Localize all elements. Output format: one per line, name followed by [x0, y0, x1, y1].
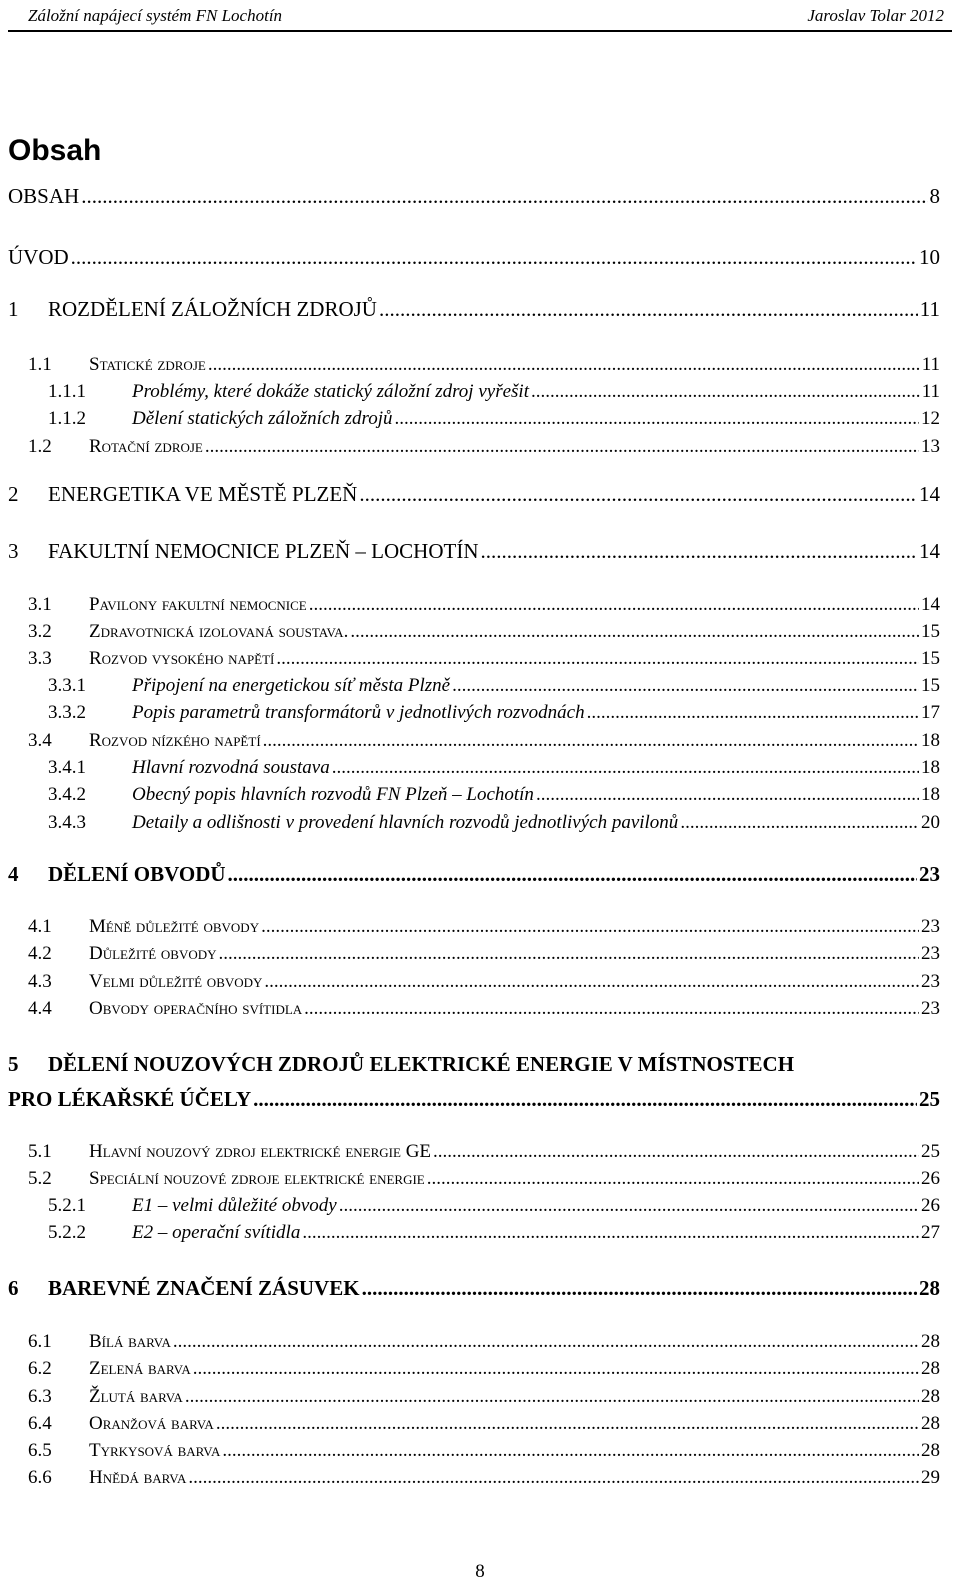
toc-entry-number: 5 [8, 1052, 19, 1076]
toc-entry-page: 23 [921, 998, 940, 1019]
toc-entry-label [48, 1222, 300, 1244]
toc-entry-label [48, 1195, 337, 1217]
toc-entry-number: 6.1 [28, 1331, 52, 1352]
toc-entry-text: Připojení na energetickou síť města Plzně [132, 675, 451, 696]
toc-entry[interactable] [48, 784, 940, 806]
dot-leader [587, 702, 919, 724]
toc-entry-text: Dělení statických záložních zdrojů [132, 408, 393, 429]
toc-entry-text: OBSAH [8, 184, 80, 208]
dot-leader [253, 1087, 917, 1112]
dot-leader [536, 784, 919, 806]
toc-entry[interactable] [48, 1195, 940, 1217]
dot-leader [173, 1331, 919, 1353]
toc-entry-text: BAREVNÉ ZNAČENÍ ZÁSUVEK [48, 1276, 360, 1300]
toc-entry[interactable] [28, 1141, 940, 1163]
toc-entry-number: 5.2.2 [48, 1222, 86, 1243]
toc-entry[interactable] [28, 1358, 940, 1380]
toc-entry-label [8, 862, 226, 887]
toc-entry-label [28, 436, 203, 458]
toc-entry-number: 6.4 [28, 1413, 52, 1434]
dot-leader [452, 675, 919, 697]
toc-entry[interactable] [8, 482, 940, 507]
toc-entry[interactable] [28, 1386, 940, 1408]
toc-entry-label [48, 675, 450, 697]
toc-entry-number: 4 [8, 862, 19, 886]
toc-entry-text: Obvody operačního svítidla [89, 998, 303, 1019]
toc-entry-label [48, 408, 393, 430]
dot-leader [362, 1276, 917, 1301]
dot-leader [350, 621, 919, 643]
dot-leader [208, 354, 920, 376]
toc-entry-label [28, 1386, 183, 1408]
toc-entry-number: 3.4.1 [48, 757, 86, 778]
toc-entry-number: 3.4.2 [48, 784, 86, 805]
toc-entry-number: 3.4.3 [48, 812, 86, 833]
toc-entry[interactable] [28, 1331, 940, 1353]
toc-entry-text: FAKULTNÍ NEMOCNICE PLZEŇ – LOCHOTÍN [48, 539, 479, 563]
toc-entry-label [28, 1467, 186, 1489]
toc-entry-page: 23 [919, 862, 940, 886]
toc-entry-label [28, 1413, 214, 1435]
toc-entry-label [28, 916, 259, 938]
toc-entry-label [28, 594, 307, 616]
toc-entry-number: 4.3 [28, 971, 52, 992]
toc-entry-label [8, 297, 377, 322]
toc-entry[interactable] [48, 1222, 940, 1244]
toc-entry-number: 5.1 [28, 1141, 52, 1162]
dot-leader [304, 998, 919, 1020]
toc-entry-number: 2 [8, 482, 19, 506]
dot-leader [219, 943, 919, 965]
toc-entry-page: 28 [921, 1331, 940, 1352]
header-title: Záložní napájecí systém FN Lochotín [28, 6, 283, 25]
dot-leader [261, 916, 919, 938]
dot-leader [339, 1195, 919, 1217]
dot-leader [379, 297, 918, 322]
toc-entry-number: 6 [8, 1276, 19, 1300]
toc-entry[interactable] [48, 675, 940, 697]
toc-entry[interactable] [28, 594, 940, 616]
dot-leader [222, 1440, 919, 1462]
toc-entry-number: 6.5 [28, 1440, 52, 1461]
toc-entry-number: 3 [8, 539, 19, 563]
toc-entry-number: 3.3.2 [48, 702, 86, 723]
toc-entry[interactable] [28, 1413, 940, 1435]
toc-entry-page: 11 [921, 381, 940, 402]
toc-entry-page: 29 [921, 1467, 940, 1488]
toc-entry[interactable] [28, 436, 940, 458]
toc-entry-page: 15 [921, 621, 940, 642]
toc-entry-page: 20 [921, 812, 940, 833]
toc-entry-number: 1.1.2 [48, 408, 86, 429]
page-number: 8 [475, 1561, 485, 1582]
toc-entry-text: Rozvod nízkého napětí [89, 730, 261, 751]
toc-entry-number: 6.6 [28, 1467, 52, 1488]
toc-entry-number: 5.2 [28, 1168, 52, 1189]
toc-entry[interactable] [28, 971, 940, 993]
toc-entry-text: Zdravotnická izolovaná soustava. [89, 621, 349, 642]
toc-entry-label [48, 702, 585, 724]
toc-entry-label [48, 784, 534, 806]
toc-entry-number: 6.2 [28, 1358, 52, 1379]
toc-entry-number: 3.1 [28, 594, 52, 615]
toc-entry[interactable] [8, 245, 940, 270]
toc-entry-label [28, 1168, 425, 1190]
toc-entry[interactable] [8, 184, 940, 209]
toc-entry-page: 28 [921, 1358, 940, 1379]
dot-leader [480, 539, 917, 564]
toc-entry-number: 1 [8, 297, 19, 321]
dot-leader [185, 1386, 919, 1408]
toc-entry[interactable] [8, 1052, 940, 1077]
toc-entry-number: 4.4 [28, 998, 52, 1019]
toc-entry[interactable] [48, 757, 940, 779]
toc-entry[interactable] [28, 1467, 940, 1489]
toc-entry[interactable] [28, 730, 940, 752]
toc-entry-text: Bílá barva [89, 1331, 171, 1352]
toc-entry-page: 10 [919, 245, 940, 269]
toc-entry-text: Speciální nouzové zdroje elektrické energie [89, 1168, 425, 1189]
toc-entry-text: ROZDĚLENÍ ZÁLOŽNÍCH ZDROJŮ [48, 297, 377, 321]
toc-entry-page: 28 [921, 1440, 940, 1461]
toc-entry-page: 26 [921, 1195, 940, 1216]
toc-entry-text: Problémy, které dokáže statický záložní zdroj vyřešit [132, 381, 529, 402]
toc-entry[interactable] [48, 702, 940, 724]
toc-entry[interactable] [28, 1440, 940, 1462]
toc-entry-page: 13 [921, 436, 940, 457]
dot-leader [263, 730, 919, 752]
toc-entry-label [8, 539, 478, 564]
toc-entry-text: PRO LÉKAŘSKÉ ÚČELY [8, 1087, 252, 1111]
toc-entry[interactable] [48, 381, 940, 403]
toc-entry[interactable] [28, 354, 940, 376]
toc-entry-text: DĚLENÍ NOUZOVÝCH ZDROJŮ ELEKTRICKÉ ENERGIE V MÍSTNOSTECH [48, 1052, 795, 1076]
toc-entry-number: 6.3 [28, 1386, 52, 1407]
toc-entry-label [28, 1358, 191, 1380]
toc-entry-text: Rotační zdroje [89, 436, 203, 457]
toc-entry-text: Hnědá barva [89, 1467, 187, 1488]
toc-entry-page: 28 [921, 1413, 940, 1434]
header-author: Jaroslav Tolar 2012 [807, 6, 944, 25]
dot-leader [81, 184, 927, 209]
toc-entry-page: 15 [921, 675, 940, 696]
dot-leader [276, 648, 919, 670]
toc-entry[interactable] [8, 297, 940, 322]
toc-entry[interactable] [28, 621, 940, 643]
toc-entry-label [28, 730, 261, 752]
toc-entry-label [28, 1331, 171, 1353]
toc-entry-text: Velmi důležité obvody [89, 971, 263, 992]
toc-entry-text: Pavilony fakultní nemocnice [89, 594, 307, 615]
toc-entry-text: Méně důležité obvody [89, 916, 260, 937]
toc-entry-page: 11 [921, 354, 940, 375]
toc-entry-label [28, 1440, 220, 1462]
toc-entry-page: 23 [921, 916, 940, 937]
toc-entry-label [8, 245, 69, 270]
toc-entry-page: 11 [919, 297, 940, 321]
running-header [8, 4, 952, 32]
toc-entry-label [8, 482, 357, 507]
toc-entry-text: Hlavní rozvodná soustava [132, 757, 330, 778]
toc-entry-text: ENERGETIKA VE MĚSTĚ PLZEŇ [48, 482, 358, 506]
dot-leader [359, 482, 917, 507]
dot-leader [205, 436, 919, 458]
dot-leader [193, 1358, 919, 1380]
page-title: Obsah [8, 134, 102, 167]
toc-entry-text: Hlavní nouzový zdroj elektrické energie GE [89, 1141, 432, 1162]
toc-entry-page: 18 [921, 757, 940, 778]
toc-entry-label [28, 648, 274, 670]
toc-entry-label [8, 184, 79, 209]
toc-entry[interactable] [8, 1087, 940, 1112]
toc-entry-text: Rozvod vysokého napětí [89, 648, 275, 669]
toc-entry[interactable] [48, 408, 940, 430]
toc-entry-page: 23 [921, 971, 940, 992]
toc-entry-label [8, 1276, 360, 1301]
dot-leader [531, 381, 920, 403]
toc-entry-text: E1 – velmi důležité obvody [132, 1195, 337, 1216]
toc-entry-page: 18 [921, 784, 940, 805]
dot-leader [188, 1467, 919, 1489]
toc-entry-text: Žlutá barva [89, 1386, 183, 1407]
dot-leader [332, 757, 919, 779]
dot-leader [71, 245, 917, 270]
toc-entry-label [28, 943, 217, 965]
dot-leader [228, 862, 917, 887]
toc-entry-page: 25 [921, 1141, 940, 1162]
dot-leader [264, 971, 919, 993]
dot-leader [395, 408, 920, 430]
toc-entry-label [48, 381, 529, 403]
toc-entry-label [48, 812, 678, 834]
toc-entry[interactable] [28, 916, 940, 938]
toc-entry-number: 5.2.1 [48, 1195, 86, 1216]
dot-leader [216, 1413, 919, 1435]
toc-entry-page: 14 [921, 594, 940, 615]
toc-entry-text: Zelená barva [89, 1358, 191, 1379]
toc-entry-text: Důležité obvody [89, 943, 217, 964]
toc-entry-number: 4.1 [28, 916, 52, 937]
toc-entry[interactable] [28, 998, 940, 1020]
toc-entry[interactable] [48, 812, 940, 834]
toc-entry-page: 12 [921, 408, 940, 429]
toc-entry-label [48, 757, 330, 779]
toc-entry-page: 25 [919, 1087, 940, 1111]
toc-entry-page: 18 [921, 730, 940, 751]
toc-entry-label [28, 354, 206, 376]
toc-entry-page: 26 [921, 1168, 940, 1189]
toc-entry[interactable] [8, 862, 940, 887]
dot-leader [427, 1168, 919, 1190]
toc-entry[interactable] [28, 1168, 940, 1190]
toc-entry-number: 1.1.1 [48, 381, 86, 402]
toc-entry-page: 28 [919, 1276, 940, 1300]
toc-entry-text: ÚVOD [8, 245, 69, 269]
toc-entry-text: Detaily a odlišnosti v provedení hlavních rozvodů jednotlivých pavilonů [132, 812, 679, 833]
dot-leader [433, 1141, 919, 1163]
toc-entry-page: 28 [921, 1386, 940, 1407]
toc-entry-number: 1.2 [28, 436, 52, 457]
toc-entry[interactable] [28, 648, 940, 670]
toc-entry[interactable] [8, 1276, 940, 1301]
toc-entry-text: E2 – operační svítidla [132, 1222, 301, 1243]
toc-entry-label [8, 1052, 794, 1077]
toc-entry-page: 14 [919, 539, 940, 563]
toc-entry-number: 3.2 [28, 621, 52, 642]
toc-entry-number: 3.3 [28, 648, 52, 669]
toc-entry-page: 27 [921, 1222, 940, 1243]
toc-entry-text: Statické zdroje [89, 354, 206, 375]
toc-entry-number: 4.2 [28, 943, 52, 964]
toc-entry-label [28, 998, 302, 1020]
toc-entry-text: Oranžová barva [89, 1413, 214, 1434]
toc-entry-number: 3.4 [28, 730, 52, 751]
toc-entry-page: 15 [921, 648, 940, 669]
toc-entry-text: Tyrkysová barva [89, 1440, 221, 1461]
toc-entry-page: 8 [929, 184, 940, 208]
toc-entry-text: Obecný popis hlavních rozvodů FN Plzeň – Lochotín [132, 784, 534, 805]
toc-entry-number: 3.3.1 [48, 675, 86, 696]
toc-entry-label [28, 971, 262, 993]
toc-entry[interactable] [8, 539, 940, 564]
dot-leader [309, 594, 919, 616]
toc-entry-text: Popis parametrů transformátorů v jednotlivých rozvodnách [132, 702, 585, 723]
dot-leader [680, 812, 919, 834]
toc-entry-page: 17 [921, 702, 940, 723]
toc-entry-text: DĚLENÍ OBVODŮ [48, 862, 226, 886]
toc-entry-label [8, 1087, 251, 1112]
dot-leader [302, 1222, 919, 1244]
toc-entry-label [28, 621, 348, 643]
toc-entry[interactable] [28, 943, 940, 965]
toc-entry-page: 23 [921, 943, 940, 964]
toc-entry-label [28, 1141, 431, 1163]
toc-entry-number: 1.1 [28, 354, 52, 375]
toc-entry-page: 14 [919, 482, 940, 506]
